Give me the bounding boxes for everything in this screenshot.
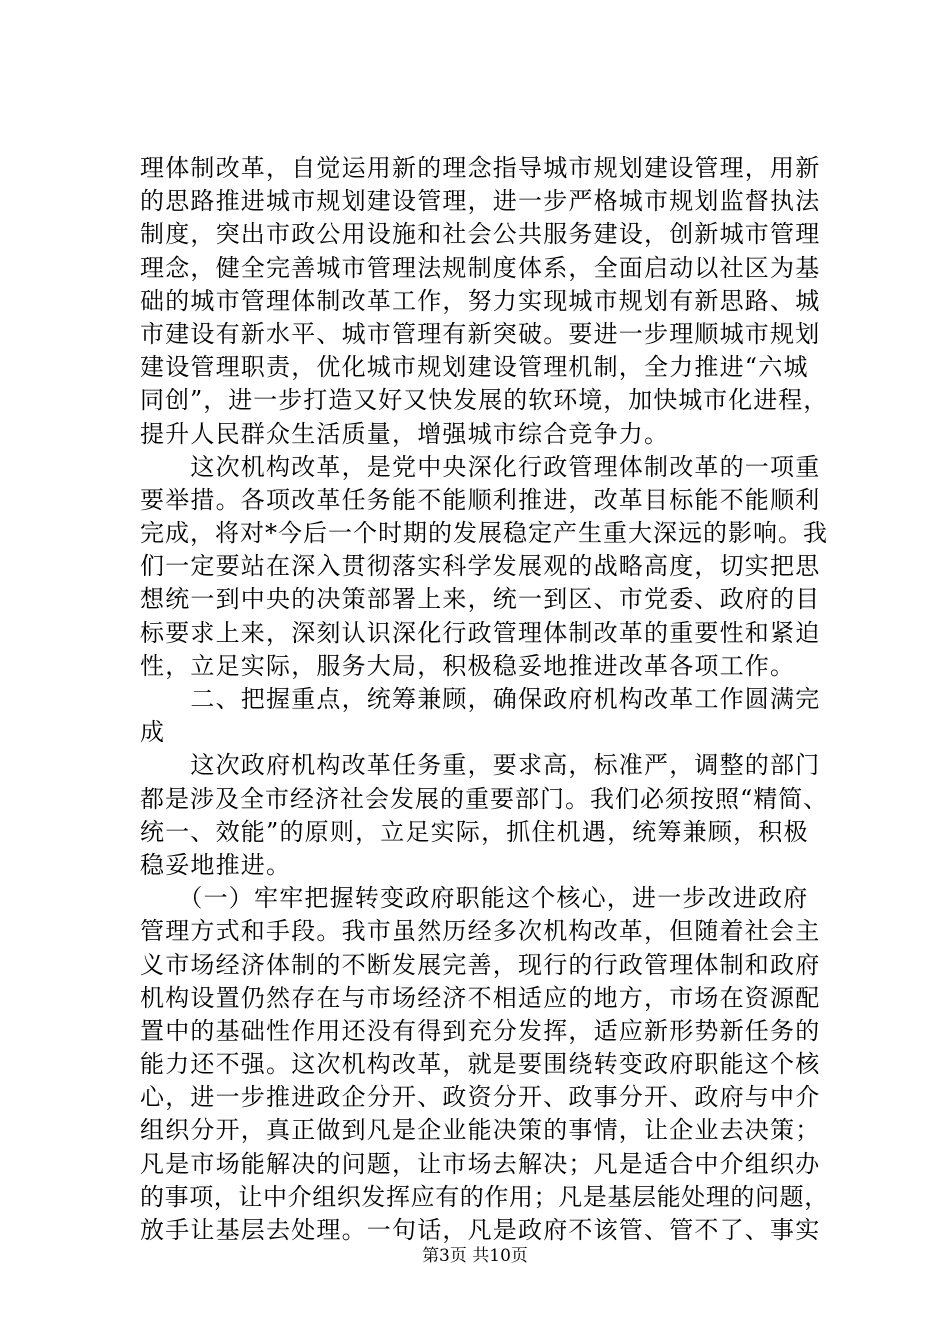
text-line: 义市场经济体制的不断发展完善，现行的行政管理体制和政府 xyxy=(140,950,821,979)
text-line: 放手让基层去处理。一句话，凡是政府不该管、管不了、事实 xyxy=(140,1216,821,1244)
text-line: 标要求上来，深刻认识深化行政管理体制改革的重要性和紧迫 xyxy=(140,618,821,647)
text-line: 想统一到中央的决策部署上来，统一到区、市党委、政府的目 xyxy=(140,585,821,614)
text-line: 机构设置仍然存在与市场经济不相适应的地方，市场在资源配 xyxy=(140,983,821,1012)
page-footer: 第3页 共10页 xyxy=(422,1246,528,1266)
text-line: 们一定要站在深入贯彻落实科学发展观的战略高度，切实把思 xyxy=(140,552,821,581)
text-line: 这次机构改革，是党中央深化行政管理体制改革的一项重 xyxy=(140,452,821,481)
text-line: 稳妥地推进。 xyxy=(140,850,292,879)
text-line: 组织分开，真正做到凡是企业能决策的事情，让企业去决策； xyxy=(140,1116,821,1145)
text-line: 的事项，让中介组织发挥应有的作用；凡是基层能处理的问题， xyxy=(140,1182,829,1211)
text-line: 置中的基础性作用还没有得到充分发挥，适应新形势新任务的 xyxy=(140,1016,821,1045)
text-line: 要举措。各项改革任务能不能顺利推进，改革目标能不能顺利 xyxy=(140,485,821,514)
text-line: 完成，将对*今后一个时期的发展稳定产生重大深远的影响。我 xyxy=(140,519,828,548)
text-line: 建设管理职责，优化城市规划建设管理机制，全力推进“六城 xyxy=(140,353,809,382)
text-line: 成 xyxy=(140,718,166,747)
text-line: 理念，健全完善城市管理法规制度体系，全面启动以社区为基 xyxy=(140,253,821,282)
text-line: 能力还不强。这次机构改革，就是要围绕转变政府职能这个核 xyxy=(140,1050,821,1079)
document-body xyxy=(140,152,830,1247)
text-line: 同创”，进一步打造又好又快发展的软环境，加快城市化进程， xyxy=(140,386,829,415)
text-line: 都是涉及全市经济社会发展的重要部门。我们必须按照“精简、 xyxy=(140,784,829,813)
text-line: 的思路推进城市规划建设管理，进一步严格城市规划监督执法 xyxy=(140,187,821,216)
text-line: 这次政府机构改革任务重，要求高，标准严，调整的部门 xyxy=(140,751,821,780)
text-line: （一）牢牢把握转变政府职能这个核心，进一步改进政府 xyxy=(140,884,809,913)
text-line: 心，进一步推进政企分开、政资分开、政事分开、政府与中介 xyxy=(140,1083,821,1112)
text-line: 二、把握重点，统筹兼顾，确保政府机构改革工作圆满完 xyxy=(140,685,821,713)
text-line: 管理方式和手段。我市虽然历经多次机构改革，但随着社会主 xyxy=(140,917,821,946)
text-line: 础的城市管理体制改革工作，努力实现城市规划有新思路、城 xyxy=(140,286,821,315)
text-line: 性，立足实际，服务大局，积极稳妥地推进改革各项工作。 xyxy=(140,651,796,680)
text-line: 市建设有新水平、城市管理有新突破。要进一步理顺城市规划 xyxy=(140,319,821,348)
text-line: 制度，突出市政公用设施和社会公共服务建设，创新城市管理 xyxy=(140,220,821,249)
text-line: 统一、效能”的原则，立足实际，抓住机遇，统筹兼顾，积极 xyxy=(140,817,809,846)
text-line: 凡是市场能解决的问题，让市场去解决；凡是适合中介组织办 xyxy=(140,1149,821,1178)
text-line: 提升人民群众生活质量，增强城市综合竞争力。 xyxy=(140,419,670,448)
text-line: 理体制改革，自觉运用新的理念指导城市规划建设管理，用新 xyxy=(140,154,821,182)
